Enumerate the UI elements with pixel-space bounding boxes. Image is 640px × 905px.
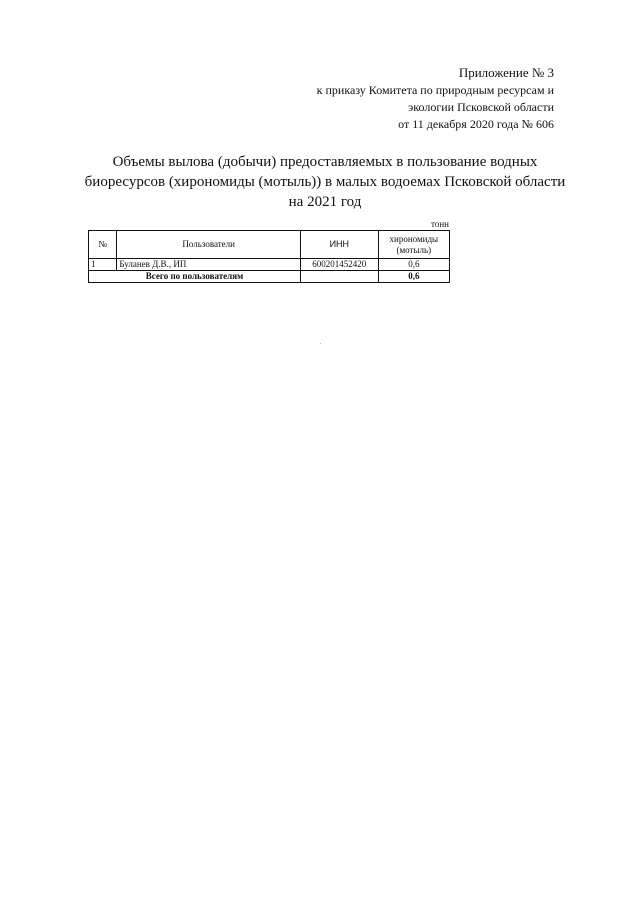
table-header-row <box>89 231 450 259</box>
order-reference-line-2: экологии Псковской области <box>408 100 554 114</box>
table-row <box>89 259 450 271</box>
header-users: Пользователи <box>117 231 301 259</box>
units-label: тонн <box>431 219 449 229</box>
row-user: Буланев Д.В., ИП <box>117 259 301 271</box>
document-title <box>60 152 590 212</box>
order-reference-line-3: от 11 декабря 2020 года № 606 <box>398 117 554 131</box>
table-total-row <box>89 271 450 283</box>
header-species-line-1: хирономиды <box>389 233 439 244</box>
header-species-line-2: (мотыль) <box>396 244 432 255</box>
header-species <box>378 231 449 259</box>
appendix-header <box>254 64 554 133</box>
header-num: № <box>89 231 117 259</box>
quota-table <box>88 230 450 283</box>
header-inn: ИНН <box>300 231 378 259</box>
title-line-3: на 2021 год <box>288 194 362 210</box>
total-value: 0,6 <box>378 271 449 283</box>
appendix-number: Приложение № 3 <box>458 65 554 80</box>
total-inn <box>300 271 378 283</box>
title-line-1: Объемы вылова (добычи) предоставляемых в пользование водных <box>112 154 538 170</box>
row-inn: 600201452420 <box>300 259 378 271</box>
scan-speck <box>320 343 321 344</box>
row-value: 0,6 <box>378 259 449 271</box>
row-num: 1 <box>89 259 117 271</box>
title-line-2: биоресурсов (хирономиды (мотыль)) в малых водоемах Псковской области <box>84 174 566 190</box>
order-reference-line-1: к приказу Комитета по природным ресурсам и <box>316 83 554 97</box>
total-label: Всего по пользователям <box>89 271 301 283</box>
